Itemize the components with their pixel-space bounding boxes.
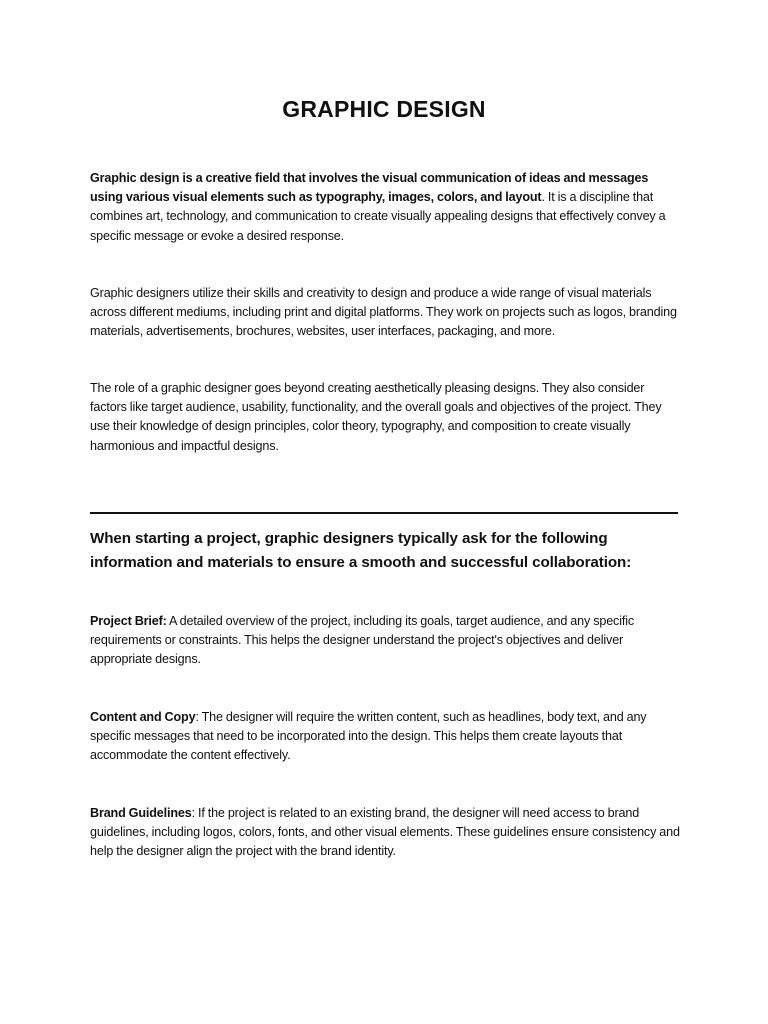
item-brand-guidelines: [90, 804, 682, 862]
page-title: GRAPHIC DESIGN: [282, 96, 486, 122]
item-text: : The designer will require the written content, such as headlines, body text, and any specific messages that need to be incorporated into the design. This helps them create layouts that accommodate the content effectively.: [90, 710, 647, 763]
item-term: Content and Copy: [90, 710, 196, 724]
section-subheading: When starting a project, graphic designers typically ask for the following information and materials to ensure a smooth and successful collaboration:: [90, 530, 632, 571]
item-text: : If the project is related to an existing brand, the designer will need access to brand guidelines, including logos, colors, fonts, and other visual elements. These guidelines ensure consistency and help the designer align the project with the brand identity.: [90, 806, 680, 859]
body-paragraph-2: Graphic designers utilize their skills and creativity to design and produce a wide range of visual materials across different mediums, including print and digital platforms. They work on projects such as logos, branding materials, advertisements, brochures, websites, user interfaces, packaging, and more.: [90, 286, 677, 339]
intro-bold-text: Graphic design is a creative field that involves the visual communication of ideas and messages using various visual elements such as typography, images, colors, and layout: [90, 171, 649, 205]
item-text: A detailed overview of the project, including its goals, target audience, and any specific requirements or constraints. This helps the designer understand the project's objectives and deliver appropriate designs.: [90, 614, 634, 667]
item-term: Project Brief:: [90, 614, 167, 628]
section-divider: [90, 512, 678, 514]
body-paragraph-3: The role of a graphic designer goes beyond creating aesthetically pleasing designs. They also consider factors like target audience, usability, functionality, and the overall goals and objectives of the project. They use their knowledge of design principles, color theory, typography, and composition to create visually harmonious and impactful designs.: [90, 381, 662, 453]
item-content-and-copy: [90, 708, 682, 766]
intro-rest-text: . It is a discipline that combines art, technology, and communication to create visually appealing designs that effectively convey a specific message or evoke a desired response.: [90, 190, 666, 243]
item-term: Brand Guidelines: [90, 806, 192, 820]
item-project-brief: [90, 612, 682, 670]
intro-paragraph: [90, 169, 682, 246]
